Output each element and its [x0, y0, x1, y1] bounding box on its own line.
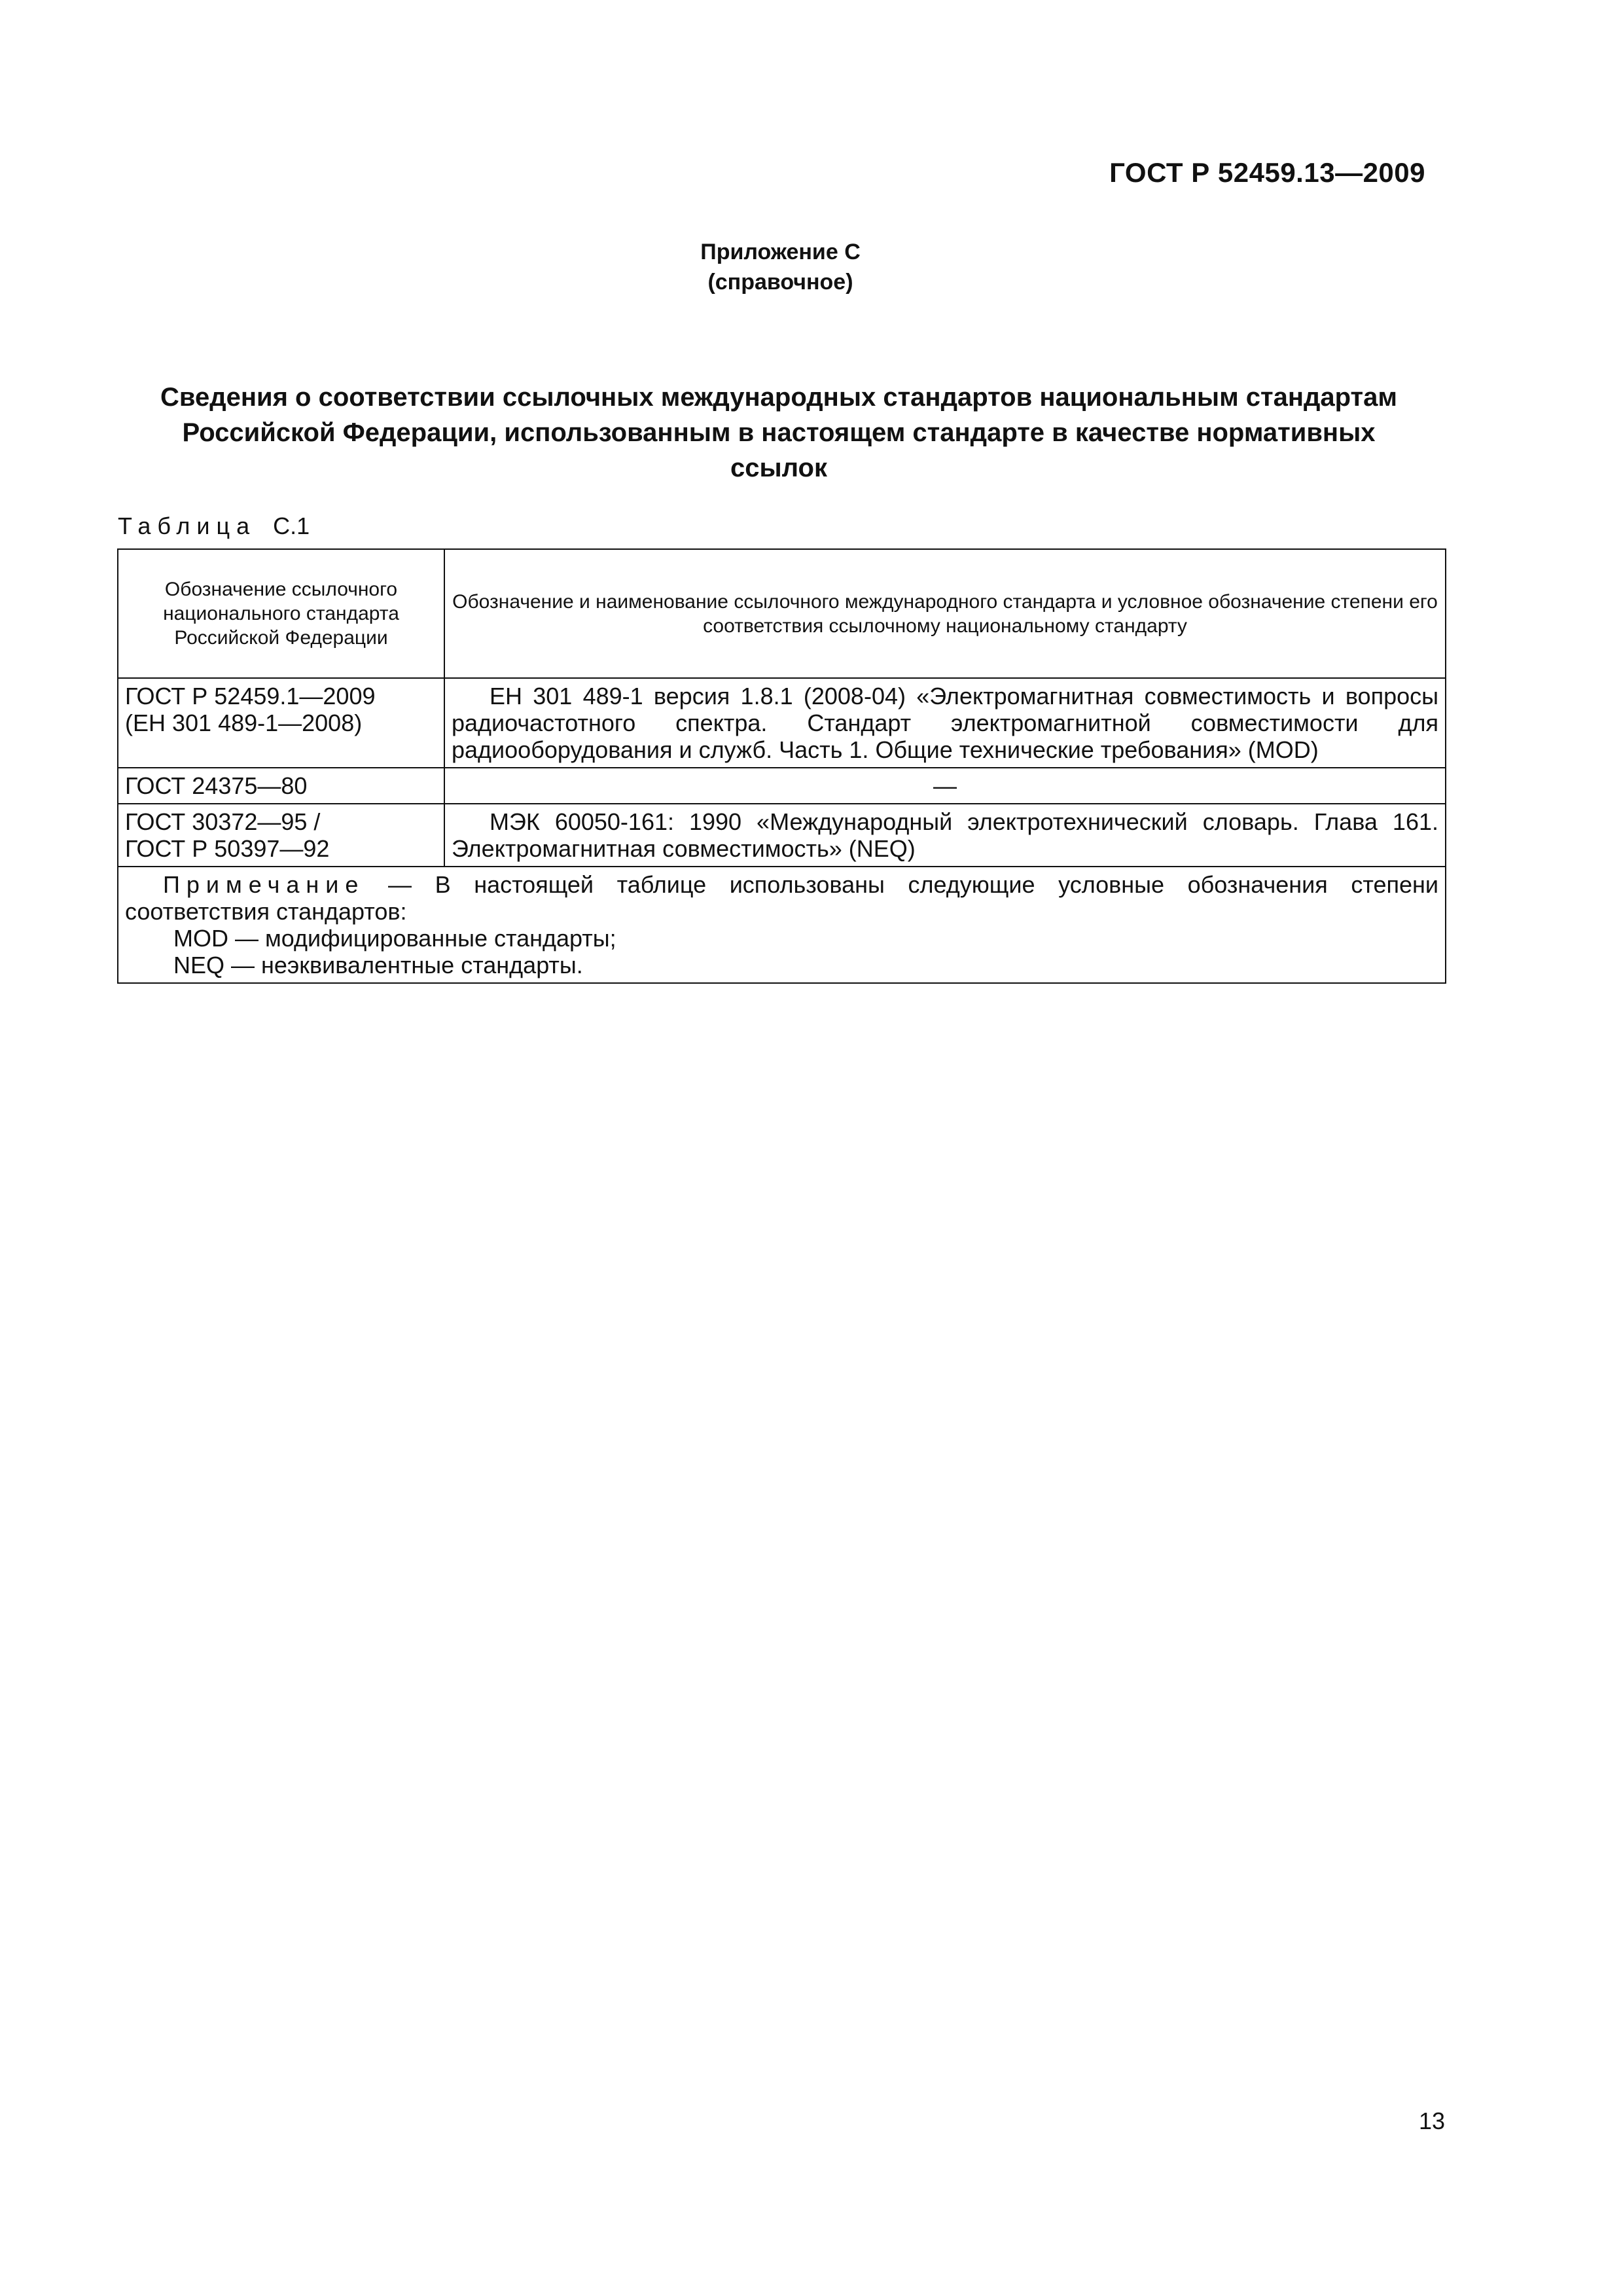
national-code: ГОСТ Р 50397—92: [125, 835, 330, 862]
table-row: [118, 804, 1446, 867]
international-standard-cell: —: [444, 768, 1446, 804]
table-label: [118, 512, 310, 540]
table-label-number: С.1: [273, 512, 310, 539]
table-note: [118, 867, 1446, 983]
heading-line-3: ссылок: [730, 454, 827, 482]
national-code: ГОСТ 24375—80: [125, 772, 308, 799]
appendix-subtitle: (справочное): [707, 270, 853, 295]
document-code: ГОСТ Р 52459.13—2009: [1109, 157, 1425, 188]
heading-line-1: Сведения о соответствии ссылочных международных стандартов национальным стандартам: [160, 383, 1397, 412]
national-code: ГОСТ 30372—95 /: [125, 808, 321, 835]
header-national-standard: Обозначение ссылочного национального стандарта Российской Федерации: [118, 549, 444, 678]
note-text: [125, 871, 1438, 925]
national-standard-cell: [118, 768, 444, 804]
national-standard-cell: [118, 678, 444, 768]
reference-table: [117, 548, 1446, 984]
appendix-title: Приложение С: [700, 240, 861, 264]
international-standard-cell: ЕН 301 489-1 версия 1.8.1 (2008-04) «Электромагнитная совместимость и вопросы радиочастотного спектра. Стандарт электромагнитной совместимости для радиооборудования и служб. Часть 1. Общие технические требования» (MOD): [444, 678, 1446, 768]
national-standard-cell: [118, 804, 444, 867]
national-code: ГОСТ Р 52459.1—2009: [125, 683, 376, 709]
international-standard-cell: МЭК 60050-161: 1990 «Международный электротехнический словарь. Глава 161. Электромагнитная совместимость» (NEQ): [444, 804, 1446, 867]
note-item: MOD — модифицированные стандарты;: [173, 925, 616, 952]
note-body: — В настоящей таблице использованы следующие условные обозначения степени соответствия стандартов:: [125, 871, 1438, 925]
table-row: [118, 678, 1446, 768]
table-row: [118, 768, 1446, 804]
header-international-standard: Обозначение и наименование ссылочного международного стандарта и условное обозначение степени его соответствия ссылочному национальному стандарту: [444, 549, 1446, 678]
table-header-row: [118, 549, 1446, 678]
note-label: Примечание: [163, 871, 365, 898]
heading-line-2: Российской Федерации, использованным в настоящем стандарте в качестве нормативных: [182, 418, 1376, 447]
table-label-word: Таблица: [118, 512, 257, 539]
national-code: (ЕН 301 489-1—2008): [125, 709, 363, 736]
table-note-row: [118, 867, 1446, 983]
page-number: 13: [1418, 2108, 1445, 2134]
appendix-block: [0, 237, 1561, 297]
section-heading: [118, 380, 1440, 486]
note-item: NEQ — неэквивалентные стандарты.: [173, 952, 583, 978]
